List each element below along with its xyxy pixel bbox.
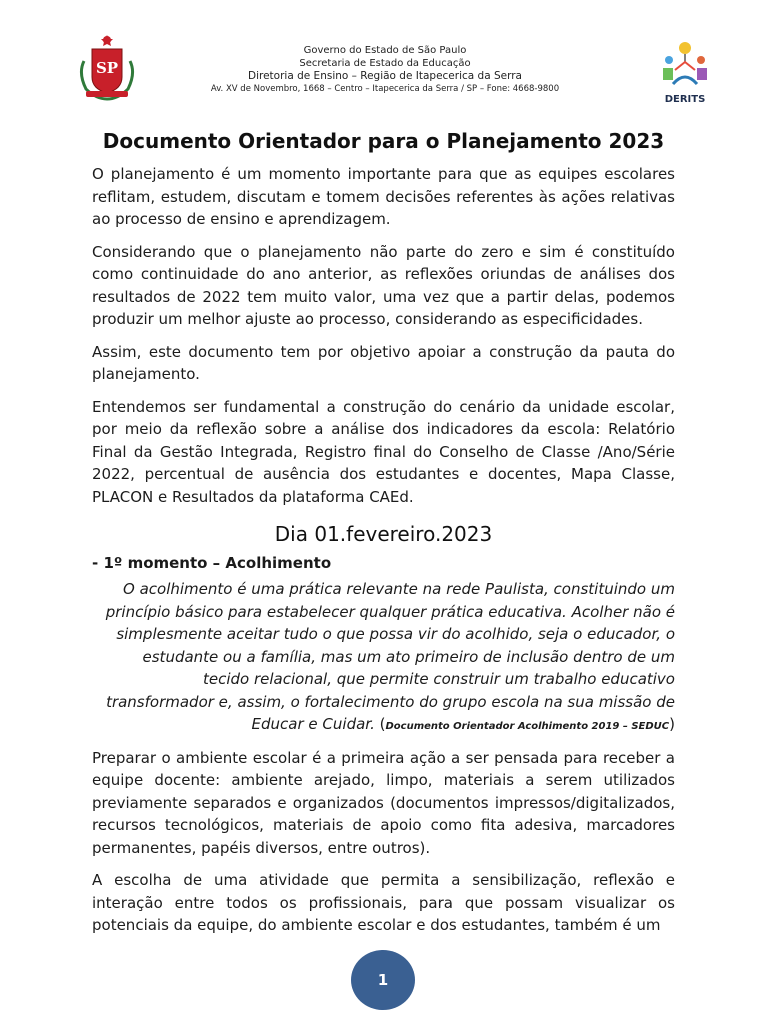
paragraph: A escolha de uma atividade que permita a sensibilização, reflexão e interação entre todos os profissionais, para que possam visualizar os potenciais da equipe, do ambiente escolar e dos estudantes, também é um (92, 871, 675, 934)
acolhimento-quote: O acolhimento é uma prática relevante na rede Paulista, constituindo um princípio básico para estabelecer qualquer prática educativa. Acolher não é simplesmente aceitar tudo o que possa vir do acolhido, seja o educador, o estudante ou a família, mas um ato primeiro de inclusão dentro de um tecido relacional, que permite construir um trabalho educativo transformador e, assim, o fortalecimento do grupo escola na sua missão de Educar e Cuidar. (Documento Orientador Acolhimento 2019 – SEDUC) (105, 580, 675, 733)
seal-letters: SP (95, 59, 119, 77)
paragraph: O planejamento é um momento importante para que as equipes escolares reflitam, estudem, discutam e tomem decisões referentes às ações relativas ao processo de ensino e aprendizagem. (92, 165, 675, 228)
document-body (92, 127, 675, 947)
paragraph: Considerando que o planejamento não parte do zero e sim é constituído como continuidade do ano anterior, as reflexões oriundas de análises dos resultados de 2022 tem muito valor, uma vez que a partir delas, podemos produzir um melhor ajuste ao processo, considerando as especificidades. (92, 242, 675, 328)
paragraph: Entendemos ser fundamental a construção do cenário da unidade escolar, por meio da reflexão sobre a análise dos indicadores da escola: Relatório Final da Gestão Integrada, Registro final do Conselho de Classe /Ano/Série 2022, percentual de ausência dos estudantes e docentes, Mapa Classe, PLACON e Resultados da plataforma CAEd. (92, 397, 675, 506)
address-line: Av. XV de Novembro, 1668 – Centro – Itapecerica da Serra / SP – Fone: 4668-9800 (210, 84, 560, 94)
letterhead-text (160, 44, 610, 96)
page-number: 1 (351, 950, 415, 1010)
government-name: Governo do Estado de São Paulo (303, 45, 467, 56)
document-title: Documento Orientador para o Planejamento 2023 (102, 129, 665, 153)
moment-heading: - 1º momento – Acolhimento (92, 554, 332, 572)
derits-logo-text: DERITS (664, 94, 706, 105)
secretariat-name: Secretaria de Estado da Educação (299, 58, 471, 69)
quote-source: Documento Orientador Acolhimento 2019 – SEDUC (385, 721, 670, 732)
sao-paulo-seal-logo (74, 33, 140, 103)
letterhead (0, 30, 768, 110)
directorate-name: Diretoria de Ensino – Região de Itapecerica da Serra (248, 70, 522, 82)
paragraph: Assim, este documento tem por objetivo apoiar a construção da pauta do planejamento. (92, 342, 675, 383)
day-heading: Dia 01.fevereiro.2023 (274, 522, 493, 546)
quote-text: O acolhimento é uma prática relevante na rede Paulista, constituindo um princípio básico para estabelecer qualquer prática educativa. Acolher não é simplesmente aceitar tudo o que possa vir do acolhido, seja o educador, o estudante ou a família, mas um ato primeiro de inclusão dentro de um tecido relacional, que permite construir um trabalho educativo transformador e, assim, o fortalecimento do grupo escola na sua missão de Educar e Cuidar. (105, 580, 675, 733)
derits-logo (655, 40, 715, 106)
paragraph: Preparar o ambiente escolar é a primeira ação a ser pensada para receber a equipe docente: ambiente arejado, limpo, materiais a serem utilizados previamente separados e organizados (documentos impressos/digitalizados, recursos tecnológicos, materiais de apoio como fita adesiva, marcadores permanentes, papéis diversos, entre outros). (92, 748, 675, 857)
